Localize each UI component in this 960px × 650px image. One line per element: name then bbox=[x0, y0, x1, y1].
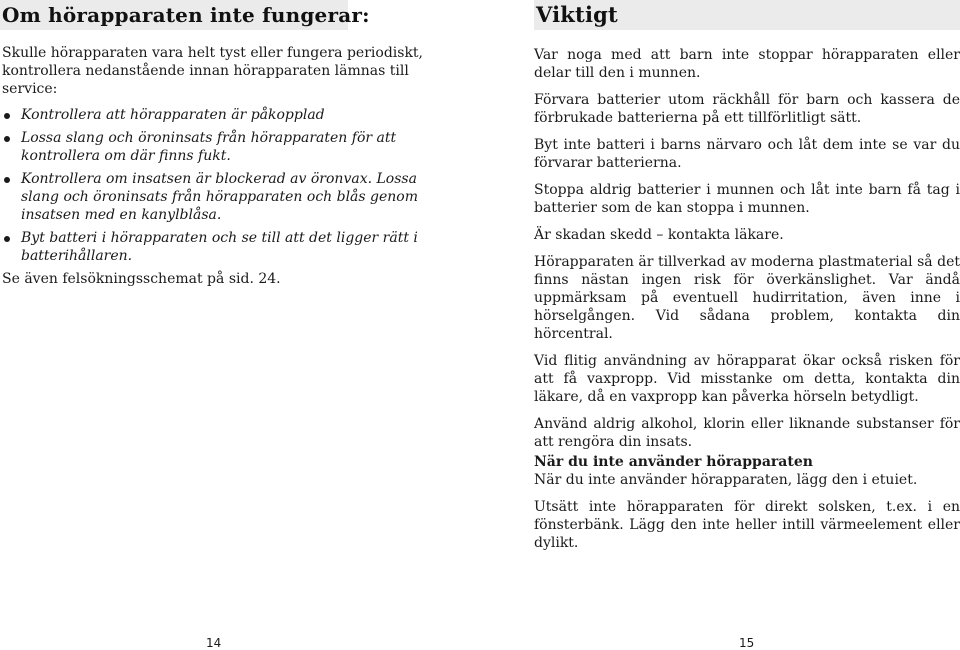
see-also-note: Se även felsökningsschemat på sid. 24. bbox=[2, 271, 281, 287]
left-page bbox=[0, 0, 480, 287]
paragraph: Förvara batterier utom räckhåll för barn och kassera de förbrukade batterierna på ett tillförlitligt sätt. bbox=[534, 92, 960, 126]
paragraph: När du inte använder hörapparaten, lägg den i etuiet. bbox=[534, 472, 918, 488]
page-number-right: 15 bbox=[739, 636, 755, 650]
list-item: Byt batteri i hörapparaten och se till att det ligger rätt i batterihållaren. bbox=[2, 229, 430, 265]
paragraph: Använd aldrig alkohol, klorin eller liknande substanser för att rengöra din insats. bbox=[534, 416, 960, 450]
left-page-body bbox=[2, 44, 430, 296]
section-subheading: När du inte använder hörapparaten bbox=[534, 454, 813, 470]
paragraph: Stoppa aldrig batterier i munnen och låt inte barn få tag i batterier som de kan stoppa i munnen. bbox=[534, 182, 960, 216]
paragraph: Utsätt inte hörapparaten för direkt solsken, t.ex. i en fönsterbänk. Lägg den inte heller intill värmeelement eller dylikt. bbox=[534, 499, 960, 551]
intro-paragraph: Skulle hörapparaten vara helt tyst eller fungera periodiskt, kontrollera nedanstående innan hörapparaten lämnas till service: bbox=[2, 45, 423, 97]
right-page-title: Viktigt bbox=[534, 0, 960, 30]
list-item: Kontrollera om insatsen är blockerad av öronvax. Lossa slang och öroninsats från hörapparaten och blås genom insatsen med en kanylblåsa. bbox=[2, 170, 430, 224]
paragraph: Hörapparaten är tillverkad av moderna plastmaterial så det finns nästan ingen risk för överkänslighet. Var ändå uppmärksam på eventuell hudirritation, även inne i hörselgången. Vid sådana problem, kontakta din hörcentral. bbox=[534, 254, 960, 342]
page-number-left: 14 bbox=[206, 636, 222, 650]
paragraph: Är skadan skedd – kontakta läkare. bbox=[534, 227, 784, 243]
left-page-title: Om hörapparaten inte fungerar: bbox=[0, 0, 348, 30]
right-page-body bbox=[534, 46, 960, 460]
paragraph: Var noga med att barn inte stoppar hörapparaten eller delar till den i munnen. bbox=[534, 47, 960, 81]
storage-section bbox=[534, 453, 960, 561]
troubleshooting-list bbox=[2, 106, 430, 265]
list-item: Lossa slang och öroninsats från hörapparaten för att kontrollera om där finns fukt. bbox=[2, 129, 430, 165]
paragraph: Vid flitig användning av hörapparat ökar också risken för att få vaxpropp. Vid misstanke om detta, kontakta din läkare, då en vaxpropp kan påverka hörseln betydligt. bbox=[534, 353, 960, 405]
list-item: Kontrollera att hörapparaten är påkopplad bbox=[2, 106, 430, 124]
right-page bbox=[534, 0, 960, 551]
paragraph: Byt inte batteri i barns närvaro och låt dem inte se var du förvarar batterierna. bbox=[534, 137, 960, 171]
